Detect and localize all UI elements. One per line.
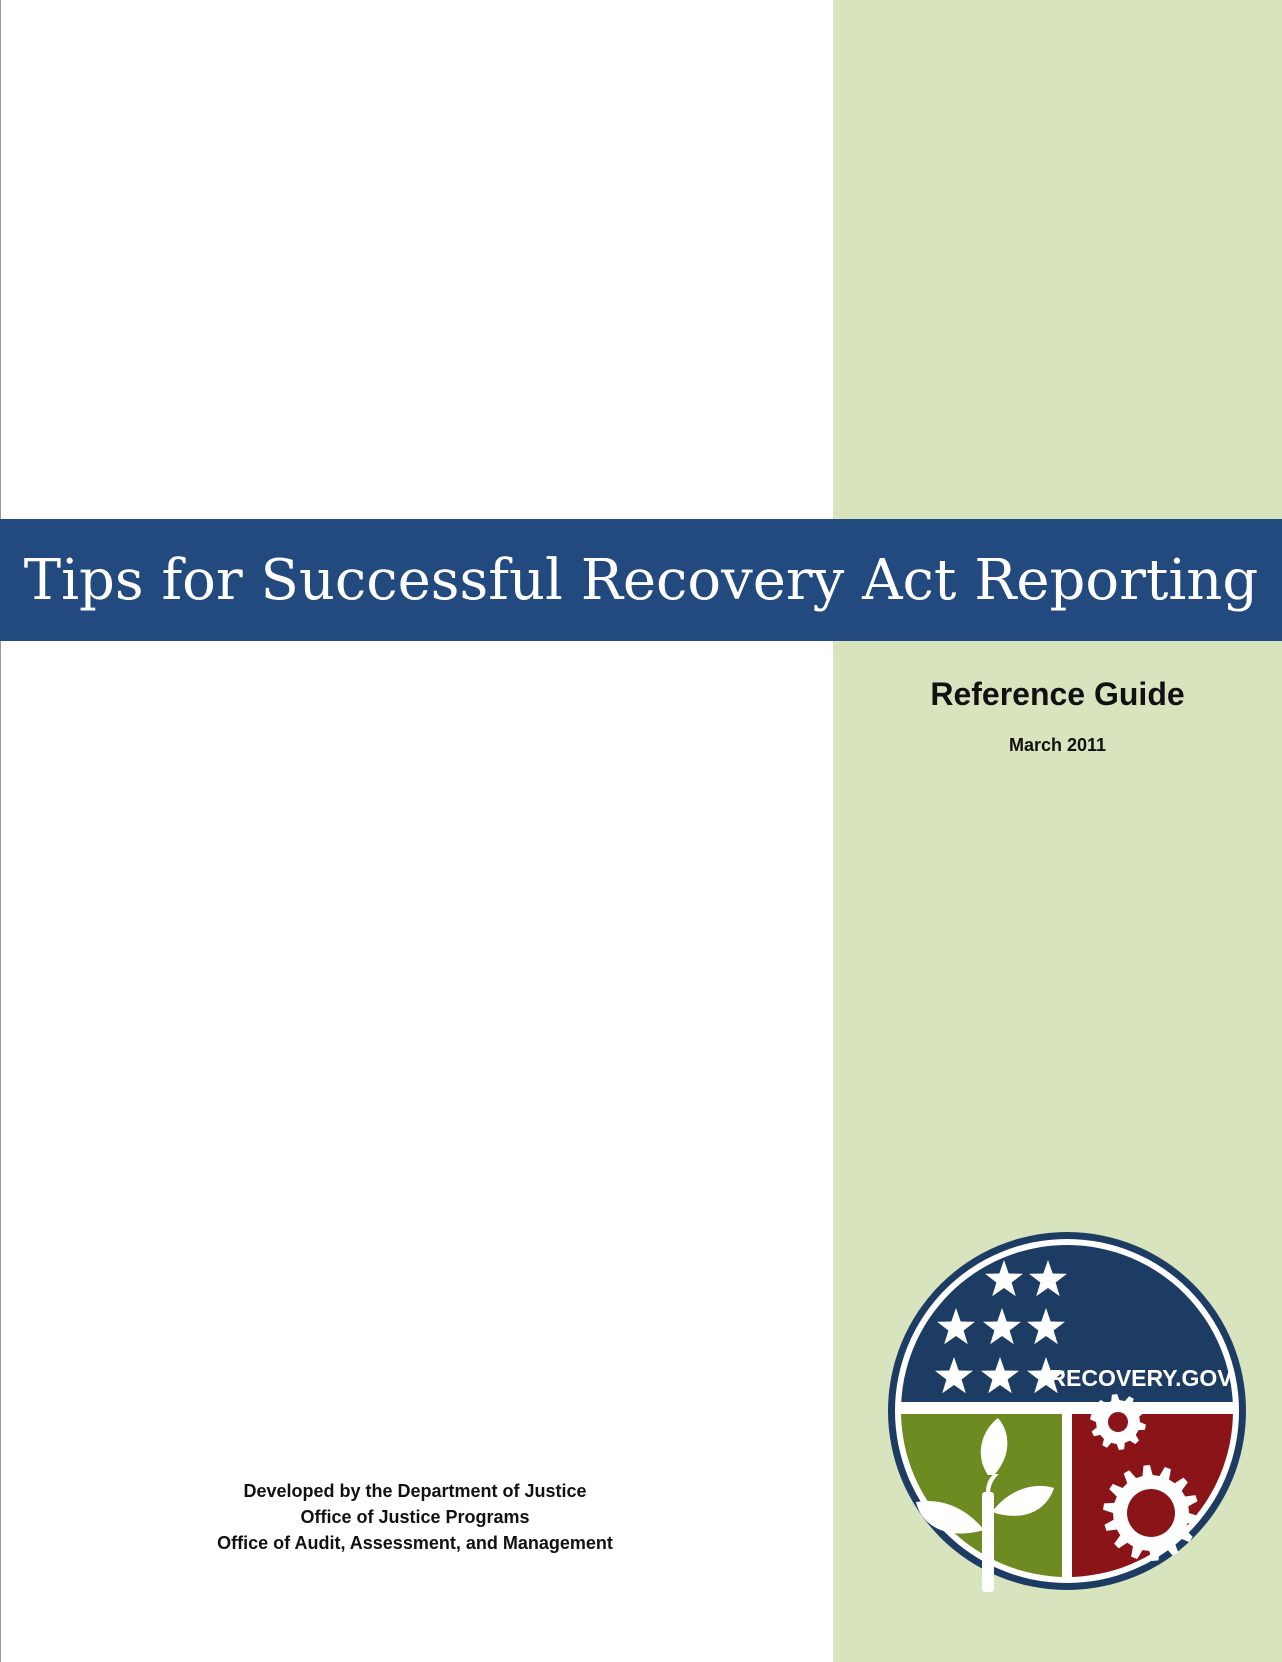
credit-line: Office of Audit, Assessment, and Management [217, 1533, 613, 1553]
credit-line: Office of Justice Programs [300, 1507, 530, 1527]
document-date: March 2011 [1008, 735, 1107, 755]
credit-line: Developed by the Department of Justice [243, 1481, 587, 1501]
credits-block [115, 1478, 715, 1556]
document-subtitle: Reference Guide [930, 676, 1185, 712]
recovery-gov-seal [886, 1230, 1248, 1592]
title-band [0, 519, 1282, 641]
gear-hole [1108, 1412, 1128, 1432]
page-left-border [0, 0, 1, 1662]
document-title: Tips for Successful Recovery Act Reporting [23, 547, 1259, 613]
seal-text: RECOVERY.GOV [1049, 1365, 1233, 1391]
